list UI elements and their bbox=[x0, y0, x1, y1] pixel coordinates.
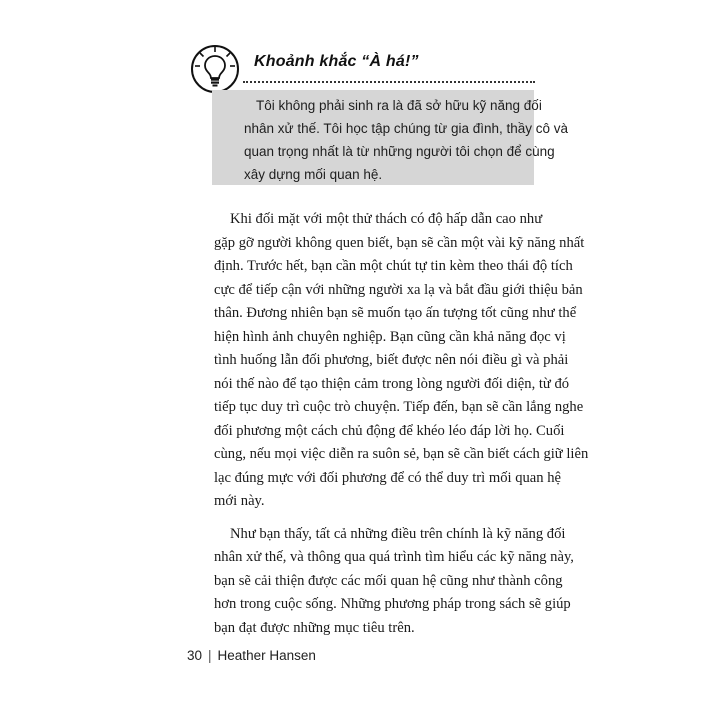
text-line: hiện hình ảnh chuyên nghiệp. Bạn cũng cần khả năng đọc vị bbox=[214, 328, 566, 345]
text-line: bạn đạt được những mục tiêu trên. bbox=[214, 619, 415, 636]
text-line: định. Trước hết, bạn cần một chút tự tin kèm theo thái độ tích bbox=[214, 258, 573, 274]
callout-line: nhân xử thế. Tôi học tập chúng từ gia đình, thầy cô và bbox=[244, 121, 569, 136]
text-line: tiếp tục duy trì cuộc trò chuyện. Tiếp đến, bạn sẽ cần lắng nghe bbox=[214, 399, 584, 415]
text-line: cực để tiếp cận với những người xa lạ và bắt đầu giới thiệu bản bbox=[214, 281, 583, 298]
body-text bbox=[214, 208, 589, 640]
text-line: lạc đúng mực với đối phương để có thể duy trì mối quan hệ bbox=[214, 469, 561, 486]
paragraph-2 bbox=[214, 523, 574, 641]
text-line: tình huống lẫn đối phương, biết được nên nói điều gì và phải bbox=[214, 352, 569, 368]
page-number: 30 bbox=[187, 648, 203, 663]
lightbulb-icon bbox=[190, 44, 240, 94]
footer-separator: | bbox=[208, 648, 212, 663]
callout-line: quan trọng nhất là từ những người tôi chọn để cùng bbox=[244, 144, 555, 159]
text-line: hơn trong cuộc sống. Những phương pháp trong sách sẽ giúp bbox=[214, 596, 571, 612]
text-line: gặp gỡ người không quen biết, bạn sẽ cần một vài kỹ năng nhất bbox=[214, 234, 585, 251]
author-name: Heather Hansen bbox=[217, 648, 316, 663]
page-footer bbox=[187, 648, 316, 663]
callout-title: Khoảnh khắc “À há!” bbox=[254, 53, 419, 70]
text-line: nói thế nào để tạo thiện cảm trong lòng người đối diện, từ đó bbox=[214, 375, 570, 392]
text-line: mới này. bbox=[214, 493, 265, 509]
text-line: bạn sẽ cải thiện được các mối quan hệ cũng như thành công bbox=[214, 572, 563, 589]
callout-line: Tôi không phải sinh ra là đã sở hữu kỹ năng đối bbox=[256, 98, 542, 113]
callout-line: xây dựng mối quan hệ. bbox=[244, 167, 383, 182]
callout-text bbox=[244, 94, 569, 186]
callout-divider bbox=[243, 81, 535, 83]
text-line: đối phương một cách chủ động để khéo léo đáp lời họ. Cuối bbox=[214, 422, 565, 439]
text-line: cùng, nếu mọi việc diễn ra suôn sẻ, bạn sẽ cần biết cách giữ liên bbox=[214, 446, 589, 462]
text-line: Như bạn thấy, tất cả những điều trên chính là kỹ năng đối bbox=[230, 525, 566, 542]
text-line: nhân xử thế, và thông qua quá trình tìm hiểu các kỹ năng này, bbox=[214, 549, 574, 565]
paragraph-1 bbox=[214, 208, 589, 514]
paragraph-spacer bbox=[214, 514, 534, 523]
text-line: thân. Đương nhiên bạn sẽ muốn tạo ấn tượng tốt cũng như thể bbox=[214, 305, 577, 321]
text-line: Khi đối mặt với một thử thách có độ hấp dẫn cao như bbox=[230, 211, 543, 227]
